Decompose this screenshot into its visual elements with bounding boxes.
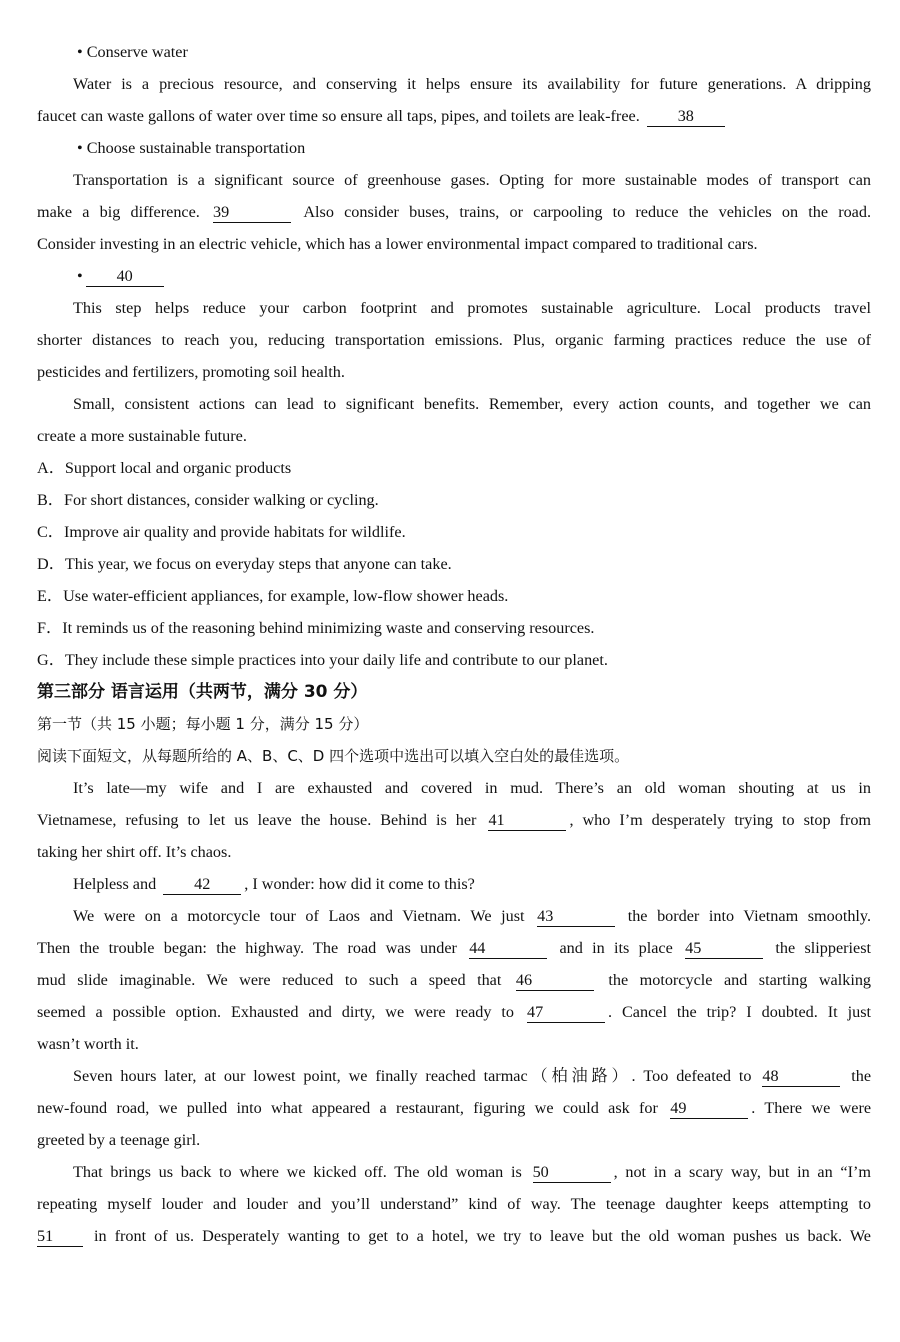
text: , I wonder: how did it come to this? bbox=[244, 875, 475, 893]
passage-line: wasn’t worth it. bbox=[37, 1035, 139, 1053]
passage-line: It’s late—my wife and I are exhausted and covered in mud. There’s an old woman shouting at us in bbox=[73, 779, 871, 797]
passage-line: taking her shirt off. It’s chaos. bbox=[37, 843, 232, 861]
blank-40: 40 bbox=[86, 266, 164, 287]
blank-50: 50 bbox=[533, 1162, 611, 1183]
option-c: C．Improve air quality and provide habitats for wildlife. bbox=[37, 523, 406, 541]
blank-51: 51 bbox=[37, 1226, 83, 1247]
passage-line bbox=[37, 868, 871, 900]
text: . Cancel the trip? I doubted. It just bbox=[608, 1003, 872, 1021]
passage-line bbox=[37, 964, 871, 996]
text: , not in a scary way, but in an “I’m bbox=[613, 1163, 871, 1181]
passage-line bbox=[37, 932, 871, 964]
paragraph-line: create a more sustainable future. bbox=[37, 427, 247, 445]
text: Helpless and bbox=[73, 875, 157, 893]
blank-46: 46 bbox=[516, 970, 594, 991]
paragraph-line: Water is a precious resource, and conserving it helps ensure its availability for future generations. A dripping bbox=[73, 75, 871, 93]
passage-line bbox=[37, 804, 871, 836]
paragraph-line: Consider investing in an electric vehicle, which has a lower environmental impact compared to traditional cars. bbox=[37, 235, 758, 253]
passage-line: greeted by a teenage girl. bbox=[37, 1131, 201, 1149]
text: the motorcycle and starting walking bbox=[608, 971, 872, 989]
option-a: A．Support local and organic products bbox=[37, 459, 292, 477]
blank-48: 48 bbox=[762, 1066, 840, 1087]
text: faucet can waste gallons of water over time so ensure all taps, pipes, and toilets are leak-free. bbox=[37, 107, 640, 125]
option-f: F．It reminds us of the reasoning behind minimizing waste and conserving resources. bbox=[37, 619, 595, 637]
text: That brings us back to where we kicked off. The old woman is bbox=[73, 1163, 522, 1181]
paragraph-line: This step helps reduce your carbon footprint and promotes sustainable agriculture. Local products travel bbox=[73, 299, 871, 317]
text: the bbox=[851, 1067, 872, 1085]
option-g: G．They include these simple practices into your daily life and contribute to our planet. bbox=[37, 651, 608, 669]
blank-47: 47 bbox=[527, 1002, 605, 1023]
text: We were on a motorcycle tour of Laos and Vietnam. We just bbox=[73, 907, 525, 925]
blank-43: 43 bbox=[537, 906, 615, 927]
text: . There we were bbox=[751, 1099, 872, 1117]
text: Also consider buses, trains, or carpooling to reduce the vehicles on the road. bbox=[303, 203, 872, 221]
passage-line bbox=[37, 1060, 871, 1092]
document-page bbox=[37, 36, 871, 1252]
paragraph-line: Small, consistent actions can lead to significant benefits. Remember, every action counts, and together we can bbox=[73, 395, 871, 413]
paragraph-line bbox=[37, 100, 871, 132]
text: mud slide imaginable. We were reduced to such a speed that bbox=[37, 971, 502, 989]
text: the border into Vietnam smoothly. bbox=[627, 907, 872, 925]
text: Seven hours later, at our lowest point, we finally reached tarmac（柏油路）. Too defeated to bbox=[73, 1067, 752, 1085]
bullet-blank-40 bbox=[37, 260, 871, 292]
option-b: B．For short distances, consider walking or cycling. bbox=[37, 491, 379, 509]
blank-45: 45 bbox=[685, 938, 763, 959]
passage-line bbox=[37, 900, 871, 932]
passage-line: repeating myself louder and louder and you’ll understand” kind of way. The teenage daughter keeps attempting to bbox=[37, 1195, 871, 1213]
passage-line bbox=[37, 1220, 871, 1252]
text: Vietnamese, refusing to let us leave the house. Behind is her bbox=[37, 811, 477, 829]
bullet-dot: • bbox=[77, 267, 83, 285]
passage-line bbox=[37, 996, 871, 1028]
passage-line bbox=[37, 1156, 871, 1188]
blank-49: 49 bbox=[670, 1098, 748, 1119]
bullet-sustainable-transport: • Choose sustainable transportation bbox=[77, 139, 306, 157]
paragraph-line bbox=[37, 196, 871, 228]
bullet-conserve-water: • Conserve water bbox=[77, 43, 188, 61]
instruction: 阅读下面短文，从每题所给的 A、B、C、D 四个选项中选出可以填入空白处的最佳选项。 bbox=[37, 747, 630, 765]
text: seemed a possible option. Exhausted and dirty, we were ready to bbox=[37, 1003, 515, 1021]
blank-42: 42 bbox=[163, 874, 241, 895]
blank-41: 41 bbox=[488, 810, 566, 831]
part-title: 第三部分 语言运用（共两节，满分 30 分） bbox=[37, 682, 368, 702]
section-title: 第一节（共 15 小题；每小题 1 分，满分 15 分） bbox=[37, 715, 369, 733]
blank-38: 38 bbox=[647, 106, 725, 127]
paragraph-line: Transportation is a significant source of greenhouse gases. Opting for more sustainable modes of transport can bbox=[73, 171, 871, 189]
blank-44: 44 bbox=[469, 938, 547, 959]
text: , who I’m desperately trying to stop from bbox=[569, 811, 872, 829]
blank-39: 39 bbox=[213, 202, 291, 223]
text: new-found road, we pulled into what appeared a restaurant, figuring we could ask for bbox=[37, 1099, 658, 1117]
text: Then the trouble began: the highway. The road was under bbox=[37, 939, 457, 957]
text: in front of us. Desperately wanting to get to a hotel, we try to leave but the old woman pushes us back. We bbox=[94, 1227, 871, 1245]
text: the slipperiest bbox=[775, 939, 871, 957]
paragraph-line: pesticides and fertilizers, promoting soil health. bbox=[37, 363, 345, 381]
option-e: E．Use water-efficient appliances, for example, low-flow shower heads. bbox=[37, 587, 509, 605]
text: make a big difference. bbox=[37, 203, 200, 221]
passage-line bbox=[37, 1092, 871, 1124]
option-d: D．This year, we focus on everyday steps that anyone can take. bbox=[37, 555, 452, 573]
paragraph-line: shorter distances to reach you, reducing transportation emissions. Plus, organic farming practices reduce the use of bbox=[37, 331, 871, 349]
text: and in its place bbox=[559, 939, 673, 957]
